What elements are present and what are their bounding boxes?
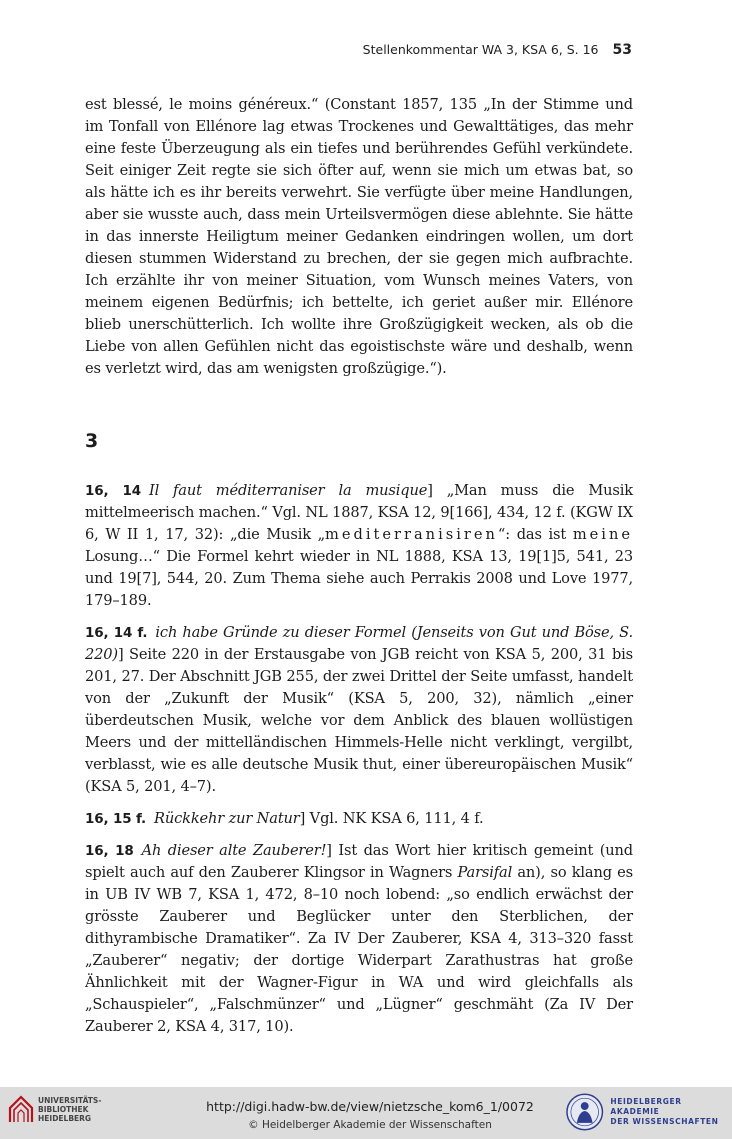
entry-text: “: das ist [497,526,573,543]
entry-text: Ist das Wort hier kritisch gemeint (und spielt auch auf den Zauberer Klingsor in Wagners [85,842,633,881]
entry-locator: 16, 14 f. [85,625,148,641]
entry-text: Vgl. NK KSA 6, 111, 4 f. [305,810,484,827]
entry-lemma: Ah dieser alte Zauberer! [141,842,327,859]
footer-bar [0,1087,732,1139]
hadw-logo-line: HEIDELBERGER AKADEMIE [610,1097,682,1116]
commentary-entry [85,808,633,830]
continuation-paragraph: est blessé, le moins généreux.“ (Constant 1857, 135 „In der Stimme und im Tonfall von Ellénore lag etwas Trockenes und Gewalttätiges, das mehr eine feste Überzeugung als ein tiefes und berührendes Gefühl verkündete. Seit einiger Zeit regte sie sich öfter auf, wenn sie mich um etwas bat, so als hätte ich es ihr bereits verwehrt. Sie verfügte über meine Handlungen, aber sie wusste auch, dass mein Urteilsvermögen diese ablehnte. Sie hätte in das innerste Heiligtum meiner Gedanken eindringen wollen, um dort diesen stummen Widerstand zu brechen, der sie gegen mich aufbrachte. Ich erzählte ihr von meiner Situation, vom Wunsch meines Vaters, von meinem eigenen Bedürfnis; ich bettelte, ich geriet außer mir. Ellénore blieb unerschütterlich. Ich wollte ihre Großzügigkeit wecken, als ob die Liebe von allen Gefühlen nicht das egoistischste wäre und deshalb, wenn es verletzt wird, das am wenigsten großzügige.“). [85,96,633,377]
section-heading: 3 [85,430,99,452]
hadw-logo-text [610,1097,732,1127]
hadw-logo[interactable] [565,1092,732,1132]
hadw-logo-line: DER WISSENSCHAFTEN [610,1117,719,1126]
entry-text: Losung…“ Die Formel kehrt wieder in NL 1888, KSA 13, 19[1]5, 541, 23 und 19[7], 544, 20. Zum Thema siehe auch Perrakis 2008 und Love 1977, 179–189. [85,548,633,609]
ub-logo-line: HEIDELBERG [38,1113,92,1123]
footer-permalink[interactable]: http://digi.hadw-bw.de/view/nietzsche_kom6_1/0072 [206,1099,534,1114]
ub-heidelberg-logo[interactable] [8,1094,101,1124]
ub-logo-text [38,1096,101,1123]
running-header [85,42,632,58]
commentary-entries [85,480,633,1048]
entry-text: Seite 220 in der Erstausgabe von JGB reicht von KSA 5, 200, 31 bis 201, 27. Der Abschnitt JGB 255, der zwei Drittel der Seite umfasst, handelt von der „Zukunft der Musik“ (KSA 5, 200, 32), nämlich „einer überdeutschen Musik, welche vor dem Anblick des blauen wollüstigen Meers und der mittelländischen Himmels-Helle nicht verklingt, vergilbt, verblasst, wie es alle deutsche Musik thut, einer übereuropäischen Musik“ (KSA 5, 201, 4–7). [85,646,633,795]
ub-logo-line: BIBLIOTHEK [38,1104,89,1114]
footer-copyright: © Heidelberger Akademie der Wissenschaften [248,1119,492,1131]
commentary-entry [85,840,633,1038]
lemma-bracket: ] [117,646,124,663]
commentary-entry [85,622,633,798]
entry-locator: 16, 14 [85,483,141,499]
ub-logo-line: UNIVERSITÄTS- [38,1095,102,1105]
entry-text: „Man muss die Musik mittelmeerisch machen.“ Vgl. NL 1887, KSA 12, 9[166], 434, 12 f. (KGW IX 6, W II 1, 17, 32): „die Musik „ [85,482,633,543]
entry-locator: 16, 15 f. [85,811,147,827]
lemma-bracket: ] [326,842,332,859]
commentary-entry [85,480,633,612]
entry-locator: 16, 18 [85,843,134,859]
emphasis-spaced: mediterranisiren [325,526,498,543]
entry-lemma: ich habe Gründe zu dieser Formel (Jenseits von Gut und Böse, S. 220) [85,624,633,663]
page-number: 53 [612,42,632,58]
emphasis-spaced: meine [572,526,634,543]
work-title: Parsifal [457,864,513,881]
entry-lemma: Il faut méditerraniser la musique [148,482,428,499]
entry-lemma: Rückkehr zur Natur [154,810,300,827]
ub-heidelberg-icon [8,1094,34,1124]
entry-text: an), so klang es in UB IV WB 7, KSA 1, 472, 8–10 noch lobend: „so endlich erwächst der grösste Zauberer und Beglücker unter den Sterblichen, der dithyrambische Dramatiker“. Za IV Der Zauberer, KSA 4, 313–320 fasst „Zauberer“ negativ; der dortige Widerpart Zarathustras hat große Ähnlichkeit mit der Wagner-Figur in WA und wird gleichfalls als „Schauspieler“, „Falschmünzer“ und „Lügner“ geschmäht (Za IV Der Zauberer 2, KSA 4, 317, 10). [85,864,634,1035]
lemma-bracket: ] [299,810,306,827]
academy-seal-icon [565,1092,604,1132]
lemma-bracket: ] [427,482,433,499]
running-title: Stellenkommentar WA 3, KSA 6, S. 16 [362,42,599,57]
